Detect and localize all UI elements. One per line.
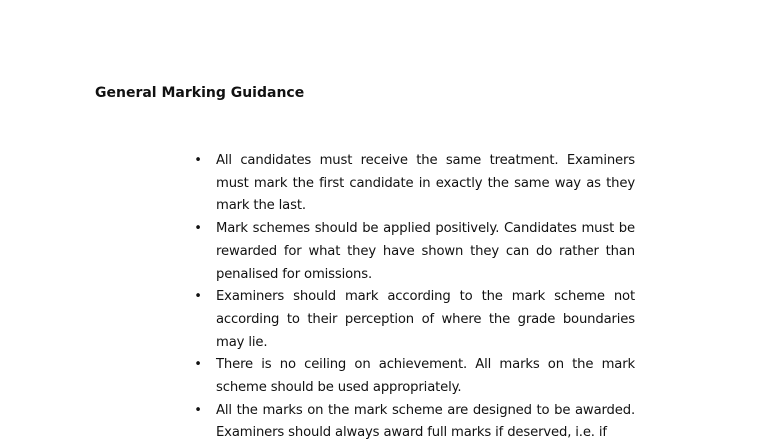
- list-item-text: Mark schemes should be applied positively. Candidates must be rewarded for what they have shown they can do rather than penalised for omissions.: [216, 221, 635, 282]
- list-item-text: All the marks on the mark scheme are designed to be awarded. Examiners should always award full marks if deserved, i.e. if: [216, 402, 635, 441]
- list-item: [194, 218, 635, 286]
- list-item-text: There is no ceiling on achievement. All marks on the mark scheme should be used appropriately.: [216, 357, 635, 396]
- list-item-text: All candidates must receive the same treatment. Examiners must mark the first candidate in exactly the same way as they mark the last.: [216, 153, 635, 214]
- bullet-icon: •: [194, 402, 202, 418]
- bullet-icon: •: [194, 289, 202, 305]
- bullet-icon: •: [194, 153, 202, 168]
- list-item: [194, 400, 635, 441]
- section-heading: General Marking Guidance: [95, 85, 305, 101]
- bullet-icon: •: [194, 221, 202, 237]
- bullet-icon: •: [194, 357, 202, 373]
- guidance-list: [194, 150, 635, 441]
- list-item-text: Examiners should mark according to the mark scheme not according to their perception of where the grade boundaries may lie.: [216, 289, 635, 350]
- list-item: [194, 286, 635, 354]
- list-item: [194, 354, 635, 399]
- list-item: [194, 150, 635, 218]
